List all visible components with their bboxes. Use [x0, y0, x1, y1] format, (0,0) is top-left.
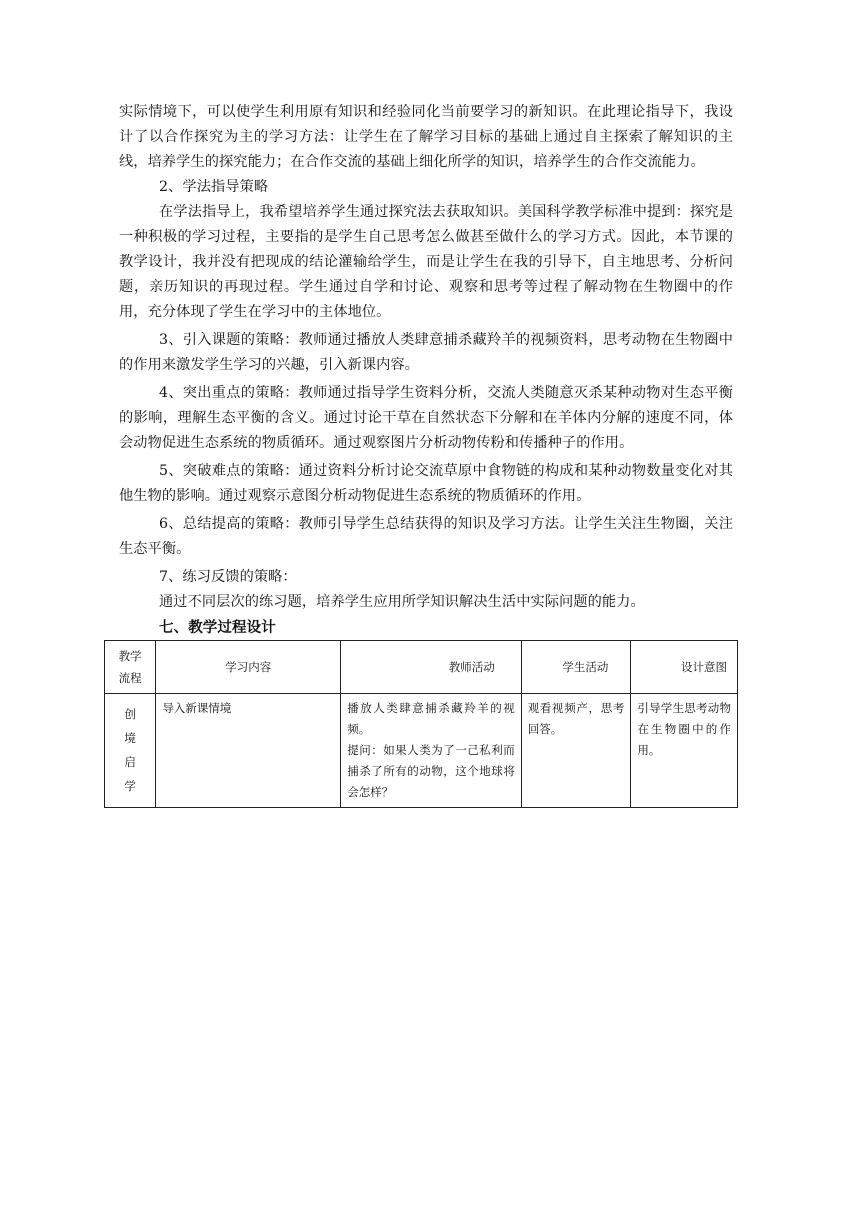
flow-char: 启 — [124, 755, 136, 769]
section-heading: 七、教学过程设计 — [159, 620, 276, 636]
paragraph-difficulty-strategy: 5、突破难点的策略：通过资料分析讨论交流草原中食物链的构成和某种动物数量变化对其他生物的影响。通过观察示意图分析动物促进生态系统的物质循环的作用。 — [119, 463, 733, 504]
header-teacher: 教师活动 — [341, 641, 521, 694]
paragraph-key-point-strategy: 4、突出重点的策略：教师通过指导学生资料分析，交流人类随意灭杀某种动物对生态平衡的影响，理解生态平衡的含义。通过讨论干草在自然状态下分解和在羊体内分解的速度不同，体会动物促进生态系统的物质循环。通过观察图片分析动物传粉和传播种子的作用。 — [119, 385, 733, 451]
flow-char: 学 — [124, 779, 136, 793]
paragraph-intro-strategy: 3、引入课题的策略：教师通过播放人类肆意捕杀藏羚羊的视频资料，思考动物在生物圈中的作用来激发学生学习的兴趣，引入新课内容。 — [119, 332, 733, 373]
paragraph-practice-feedback: 通过不同层次的练习题，培养学生应用所学知识解决生活中实际问题的能力。 — [159, 594, 645, 610]
subheading-study-guidance: 2、学法指导策略 — [159, 179, 269, 195]
flow-char: 境 — [124, 731, 136, 745]
subheading-practice-feedback: 7、练习反馈的策略： — [159, 569, 297, 585]
cell-flow — [105, 694, 156, 808]
cell-intent: 引导学生思考动物在生物圈中的作用。 — [631, 694, 738, 808]
cell-student: 观看视频产，思考回答。 — [521, 694, 631, 808]
flow-char: 创 — [124, 707, 136, 721]
teacher-activity-line1: 播放人类肆意捕杀藏羚羊的视频。 — [347, 701, 515, 736]
header-flow-line2: 流程 — [118, 671, 142, 685]
header-flow-line1: 教学 — [118, 649, 142, 663]
table-header-row — [105, 641, 738, 694]
paragraph-study-guidance: 在学法指导上，我希望培养学生通过探究法去获取知识。美国科学教学标准中提到：探究是一种积极的学习过程，主要指的是学生自己思考怎么做甚至做什么的学习方式。因此，本节课的教学设计，我并没有把现成的结论灌输给学生，而是让学生在我的引导下，自主地思考、分析问题，亲历知识的再现过程。学生通过自学和讨论、观察和思考等过程了解动物在生物圈中的作用，充分体现了学生在学习中的主体地位。 — [119, 204, 733, 320]
header-flow — [105, 641, 156, 694]
table-row — [105, 694, 738, 808]
header-intent: 设计意图 — [631, 641, 738, 694]
header-student: 学生活动 — [521, 641, 631, 694]
teacher-activity-line2: 提问：如果人类为了一己私利而捕杀了所有的动物，这个地球将会怎样？ — [347, 743, 515, 799]
teaching-process-table — [104, 640, 738, 808]
paragraph-learning-method: 实际情境下，可以使学生利用原有知识和经验同化当前要学习的新知识。在此理论指导下，我设计了以合作探究为主的学习方法：让学生在了解学习目标的基础上通过自主探索了解知识的主线，培养学生的探究能力；在合作交流的基础上细化所学的知识，培养学生的合作交流能力。 — [119, 104, 733, 170]
paragraph-summary-strategy: 6、总结提高的策略：教师引导学生总结获得的知识及学习方法。让学生关注生物圈，关注生态平衡。 — [119, 516, 733, 557]
cell-content: 导入新课情境 — [156, 694, 341, 808]
header-content: 学习内容 — [156, 641, 341, 694]
document-body — [119, 100, 733, 641]
cell-teacher — [341, 694, 521, 808]
